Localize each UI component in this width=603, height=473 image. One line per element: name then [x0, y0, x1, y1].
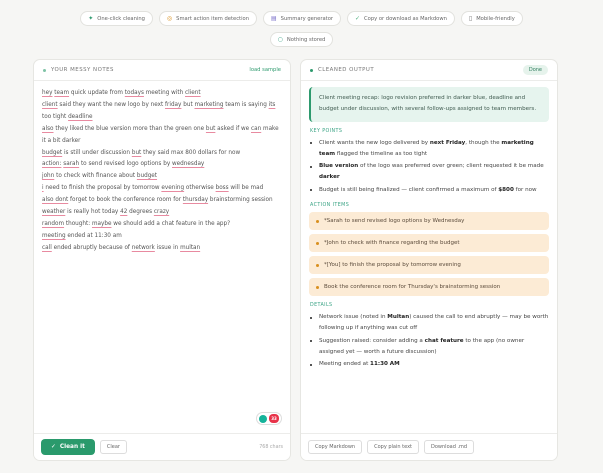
note-line: john to check with finance about budget — [42, 173, 158, 180]
check-icon: ✓ — [51, 444, 56, 450]
key-points-list — [310, 138, 549, 196]
feature-pill: ▯ Mobile-friendly — [461, 11, 523, 26]
grammar-checker-widget[interactable] — [256, 412, 282, 425]
load-sample-link[interactable]: load sample — [249, 67, 281, 73]
spelling-flag: maybe — [91, 220, 112, 227]
output-panel-footer — [301, 433, 557, 460]
feature-pill: ✦ One-click cleaning — [80, 11, 153, 26]
spelling-flag: budget — [136, 173, 158, 180]
spelling-flag: call — [42, 244, 52, 251]
check-icon: ✓ — [355, 14, 361, 22]
note-line: call ended abruptly because of network issue in multan — [42, 244, 201, 251]
note-line: also dont forget to book the conference room for thursday brainstorming session — [42, 197, 273, 204]
spelling-flag: weather — [42, 209, 66, 216]
clear-button[interactable]: Clear — [100, 440, 127, 454]
grammar-error-count-badge: 33 — [269, 414, 279, 423]
spelling-flag: hey — [42, 90, 53, 96]
spelling-flag: client — [42, 101, 58, 108]
spelling-flag: i — [42, 185, 44, 192]
document-icon: ▤ — [271, 14, 277, 22]
clean-it-button[interactable]: ✓ Clean it — [41, 439, 95, 455]
copy-markdown-button[interactable]: Copy Markdown — [308, 440, 362, 454]
bullet-dot-icon — [316, 220, 319, 223]
action-items-heading: ACTION ITEMS — [310, 203, 350, 209]
action-item: Book the conference room for Thursday's brainstorming session — [309, 278, 549, 296]
spelling-flag: sarah — [63, 161, 80, 168]
status-dot-icon — [310, 69, 313, 72]
spelling-flag: but — [131, 149, 142, 156]
feature-pill: ✓ Copy or download as Markdown — [347, 11, 455, 26]
spelling-flag: also — [42, 125, 54, 132]
note-line: budget is still under discussion but they said max 800 dollars for now — [42, 149, 241, 156]
output-panel-title: CLEANED OUTPUT — [318, 67, 375, 73]
action-item: *John to check with finance regarding the budget — [309, 234, 549, 252]
phone-icon: ▯ — [468, 14, 473, 22]
note-line: meeting ended at 11:30 am — [42, 232, 122, 239]
action-items-list — [309, 212, 549, 296]
spelling-flag: can — [251, 125, 262, 132]
output-panel — [300, 59, 558, 461]
spelling-flag: also dont — [42, 197, 69, 204]
status-dot-icon — [43, 69, 46, 72]
feature-pill: ▤ Summary generator — [263, 11, 341, 26]
spelling-flag: marketing — [194, 101, 224, 108]
detail-item: Meeting ended at 11:30 AM — [310, 359, 549, 370]
notes-panel-title: YOUR MESSY NOTES — [51, 67, 114, 73]
spelling-flag: todays — [124, 90, 144, 96]
note-line: client said they want the new logo by next friday but marketing team is saying its too tight deadline — [42, 101, 276, 120]
download-md-button[interactable]: Download .md — [424, 440, 474, 454]
spelling-flag: team — [54, 90, 70, 96]
note-line: i need to finish the proposal by tomorrow evening otherwise boss will be mad — [42, 185, 264, 192]
spelling-flag: 42 — [120, 209, 128, 216]
spelling-flag: action: — [42, 161, 62, 168]
spelling-flag: its — [268, 101, 276, 108]
feature-pills — [0, 11, 603, 47]
summary-box: Client meeting recap: logo revision preferred in darker blue, deadline and budget under discussion, with several follow-ups assigned to team members. — [309, 87, 549, 122]
notes-panel-footer — [34, 433, 290, 460]
spelling-flag: multan — [180, 244, 201, 251]
grammar-logo-icon — [259, 415, 267, 423]
spelling-flag: random — [42, 220, 65, 227]
spelling-flag: crazy — [153, 209, 170, 216]
sparkle-icon: ✦ — [88, 14, 94, 22]
details-heading: DETAILS — [310, 303, 333, 309]
note-line: random thought: maybe we should add a chat feature in the app? — [42, 220, 231, 227]
spelling-flag: budget — [42, 149, 63, 156]
ring-icon: ○ — [277, 35, 283, 43]
key-point-item: Client wants the new logo delivered by next Friday, though the marketing team flagged the timeline as too tight — [310, 138, 549, 161]
spelling-flag: network — [131, 244, 155, 251]
spelling-flag: meeting — [42, 232, 66, 239]
details-list — [310, 312, 549, 370]
target-icon: ◎ — [166, 14, 173, 22]
notes-textarea[interactable] — [42, 88, 284, 255]
note-line: also they liked the blue version more than the green one but asked if we can make it a bit darker — [42, 125, 279, 144]
bullet-dot-icon — [316, 286, 319, 289]
notes-panel — [33, 59, 291, 461]
spelling-flag: client — [185, 90, 201, 96]
note-line: action: sarah to send revised logo options by wednesday — [42, 161, 205, 168]
output-panel-header — [301, 60, 557, 81]
spelling-flag: boss — [215, 185, 229, 192]
copy-plain-text-button[interactable]: Copy plain text — [367, 440, 419, 454]
bullet-dot-icon — [316, 242, 319, 245]
spelling-flag: but — [205, 125, 216, 132]
bullet-dot-icon — [316, 264, 319, 267]
detail-item: Network issue (noted in Multan) caused the call to end abruptly — may be worth following up if anything was cut off — [310, 312, 549, 335]
key-points-heading: KEY POINTS — [310, 128, 343, 134]
spelling-flag: friday — [165, 101, 182, 108]
action-item: *[You] to finish the proposal by tomorrow evening — [309, 256, 549, 274]
spelling-flag: thursday — [182, 197, 209, 204]
status-badge: Done — [523, 65, 548, 75]
feature-pill: ◎ Smart action item detection — [159, 11, 257, 26]
notes-panel-header — [34, 60, 290, 81]
key-point-item: Blue version of the logo was preferred over green; client requested it be made darker — [310, 161, 549, 184]
action-item: *Sarah to send revised logo options by Wednesday — [309, 212, 549, 230]
spelling-flag: deadline — [68, 113, 93, 120]
spelling-flag: evening — [161, 185, 185, 192]
note-line: hey team quick update from todays meeting with client — [42, 90, 201, 96]
key-point-item: Budget is still being finalized — client confirmed a maximum of $800 for now — [310, 185, 549, 196]
spelling-flag: john — [42, 173, 55, 180]
feature-pill: ○ Nothing stored — [270, 32, 334, 47]
spelling-flag: wednesday — [172, 161, 205, 168]
detail-item: Suggestion raised: consider adding a chat feature to the app (no owner assigned yet — worth a future discussion) — [310, 336, 549, 359]
char-count: 768 chars — [259, 444, 283, 450]
note-line: weather is really hot today 42 degrees crazy — [42, 209, 170, 216]
